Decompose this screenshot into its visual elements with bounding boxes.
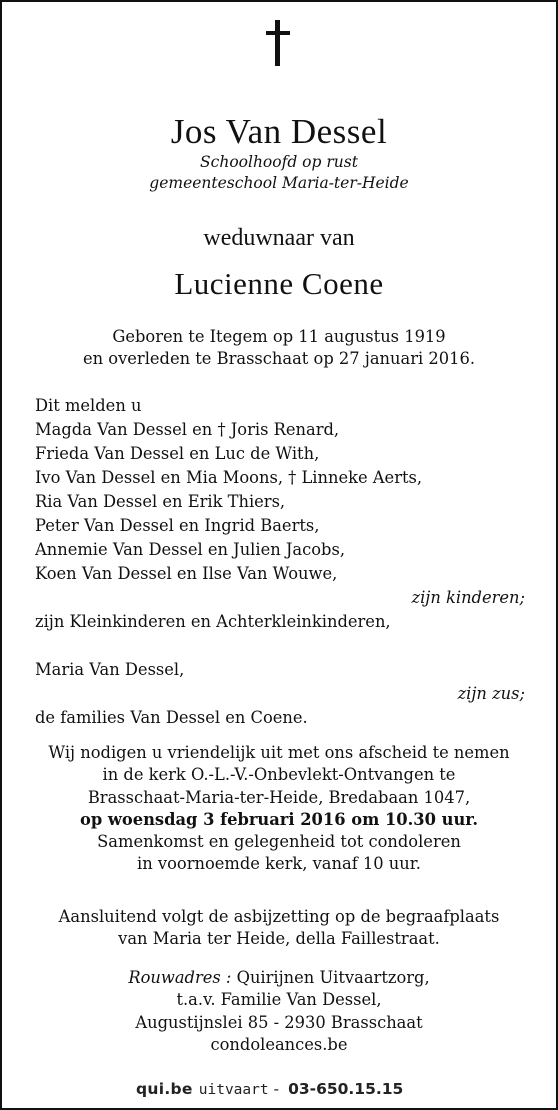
- condolence-link[interactable]: condoleances.be: [210, 1034, 348, 1054]
- deceased-name: Jos Van Dessel: [170, 112, 388, 151]
- sister-label: zijn zus;: [457, 684, 525, 703]
- address-org: Quirijnen Uitvaartzorg,: [236, 968, 430, 987]
- grandchildren-line: zijn Kleinkinderen en Achterkleinkinderen,: [35, 612, 391, 631]
- spouse-name: Lucienne Coene: [174, 266, 384, 301]
- children-label: zijn kinderen;: [411, 588, 525, 607]
- list-item: Ria Van Dessel en Erik Thiers,: [35, 492, 286, 511]
- footer-bar: [136, 1080, 456, 1102]
- families-line: de families Van Dessel en Coene.: [35, 708, 308, 727]
- subtitle-line-2: gemeenteschool Maria-ter-Heide: [149, 174, 409, 192]
- address-label: Rouwadres :: [128, 968, 232, 987]
- footer-dash: -: [273, 1080, 280, 1098]
- invitation-line: in voornoemde kerk, vanaf 10 uur.: [137, 854, 421, 874]
- invitation-line: Brasschaat-Maria-ter-Heide, Bredabaan 1047,: [87, 787, 471, 807]
- list-item: Frieda Van Dessel en Luc de With,: [35, 444, 320, 463]
- ceremony-date: op woensdag 3 februari 2016 om 10.30 uur.: [79, 809, 479, 829]
- address-attn: t.a.v. Familie Van Dessel,: [176, 990, 382, 1010]
- cross-icon: [262, 20, 294, 68]
- birth-info: [0, 326, 558, 371]
- list-item: Peter Van Dessel en Ingrid Baerts,: [35, 516, 320, 535]
- list-item: Magda Van Dessel en † Joris Renard,: [35, 420, 340, 439]
- burial-line: Aansluitend volgt de asbijzetting op de begraafplaats: [58, 907, 500, 926]
- list-item: Koen Van Dessel en Ilse Van Wouwe,: [35, 564, 338, 583]
- burial-info: [0, 906, 558, 951]
- sister-line: Maria Van Dessel,: [35, 660, 185, 679]
- burial-line: van Maria ter Heide, della Faillestraat.: [118, 929, 440, 949]
- footer-brand[interactable]: qui.be: [136, 1080, 193, 1098]
- address-street: Augustijnslei 85 - 2930 Brasschaat: [135, 1012, 423, 1032]
- list-item: Annemie Van Dessel en Julien Jacobs,: [35, 540, 345, 559]
- intro: Dit melden u: [35, 396, 142, 415]
- birth-line: Geboren te Itegem op 11 augustus 1919: [112, 327, 446, 346]
- footer-word: uitvaart: [198, 1082, 269, 1098]
- children-list: [35, 418, 525, 586]
- death-line: en overleden te Brasschaat op 27 januari 2016.: [82, 349, 476, 369]
- invitation-line: Wij nodigen u vriendelijk uit met ons afscheid te nemen: [48, 743, 510, 762]
- list-item: Ivo Van Dessel en Mia Moons, † Linneke Aerts,: [35, 468, 423, 487]
- subtitle-line-1: Schoolhoofd op rust: [200, 153, 358, 171]
- widow-of-label: weduwnaar van: [203, 225, 355, 251]
- footer-phone: 03-650.15.15: [288, 1080, 404, 1098]
- invitation-line: Samenkomst en gelegenheid tot condoleren: [97, 832, 461, 852]
- invitation-line: in de kerk O.-L.-V.-Onbevlekt-Ontvangen te: [102, 765, 456, 785]
- invitation: [0, 742, 558, 876]
- announcement: [35, 394, 525, 730]
- address-org-line: [0, 967, 558, 989]
- mourning-address: [0, 967, 558, 1056]
